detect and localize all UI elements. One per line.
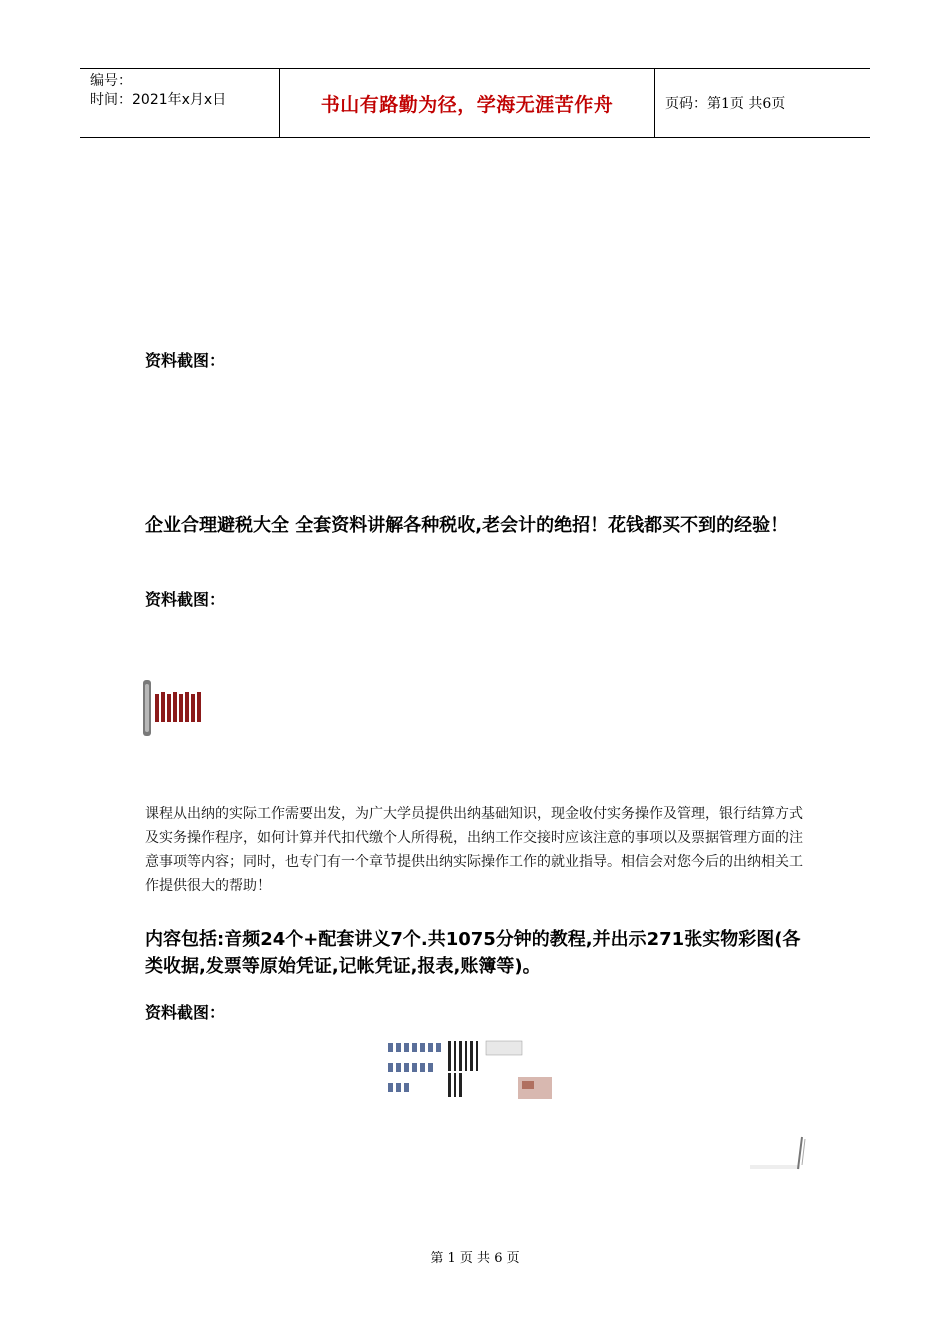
section-heading-1: 企业合理避税大全 全套资料讲解各种税收,老会计的绝招！花钱都买不到的经验！ [145,515,789,536]
header-motto: 书山有路勤为径，学海无涯苦作舟 [280,69,655,137]
header-page-info: 页码：第1页 共6页 [665,96,786,112]
number-label: 编号： [90,73,132,89]
screenshot-label-1: 资料截图： [145,351,226,370]
document-header [80,68,870,138]
page-footer: 第 1 页 共 6 页 [430,1251,520,1266]
time-label: 时间：2021年x月x日 [90,92,227,108]
section-heading-2: 内容包括:音频24个+配套讲义7个.共1075分钟的教程,并出示271张实物彩图(各类收据,发票等原始凭证,记帐凭证,报表,账簿等)。 [145,929,801,977]
pen-image [750,1135,810,1173]
header-meta-cell [80,69,280,137]
course-description: 课程从出纳的实际工作需要出发，为广大学员提供出纳基础知识，现金收付实务操作及管理，银行结算方式及实务操作程序，如何计算并代扣代缴个人所得税，出纳工作交接时应该注意的事项以及票据管理方面的注意事项等内容；同时，也专门有一个章节提供出纳实际操作工作的就业指导。相信会对您今后的出纳相关工作提供很大的帮助！ [145,806,803,894]
course-banner-image [143,680,205,736]
screenshot-label-3: 资料截图： [145,1003,226,1022]
materials-collage-image [386,1039,556,1101]
screenshot-label-2: 资料截图： [145,590,226,609]
